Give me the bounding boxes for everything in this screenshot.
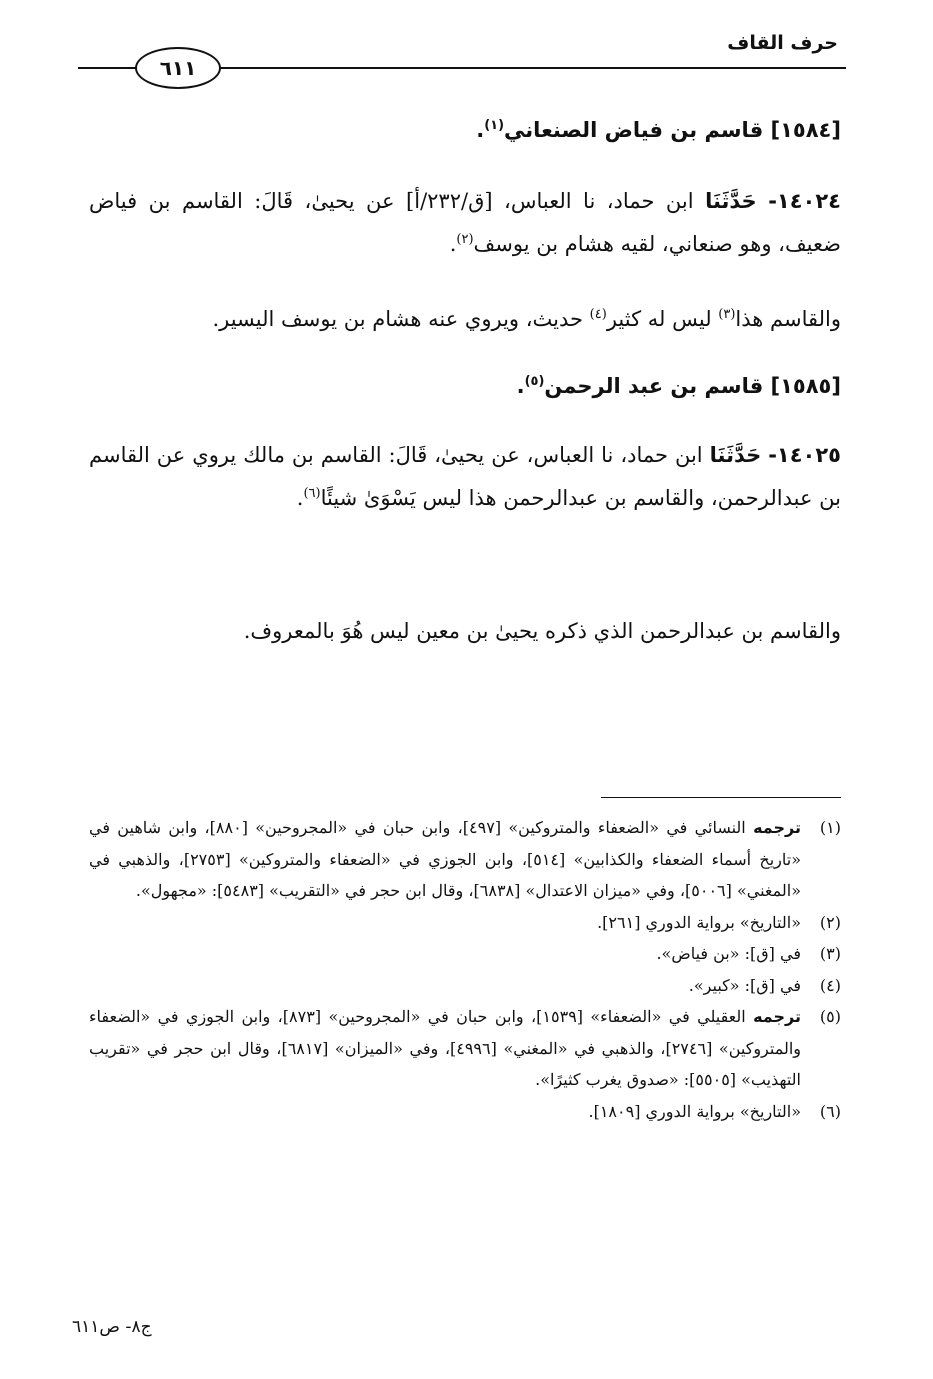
page-reference: ج٨- ص٦١١: [72, 1317, 152, 1337]
footnote: (٥) ترجمه العقيلي في «الضعفاء» [١٥٣٩]، وابن حبان في «المجروحين» [٨٧٣]، وابن الجوزي في «الضعفاء والمتروكين» [٢٧٤٦]، والذهبي في «المغني» [٤٩٩٦]، وفي «الميزان» [٦٨١٧]، وقال ابن حجر في «تقريب التهذيب» [٥٥٠٥]: «صدوق يغرب كثيرًا».: [89, 1001, 841, 1096]
footnote-number: (١): [819, 818, 841, 837]
footnote-number: (٥): [819, 1007, 841, 1026]
entry-title: [١٥٨٤] قاسم بن فياض الصنعاني$^{(١)}$.: [476, 118, 841, 142]
footnote-number: (٣): [819, 944, 841, 963]
footnote-ref[interactable]: (١): [484, 118, 505, 133]
hadith-text: ابن حماد، نا العباس، عن يحيىٰ، قَالَ: القاسم بن مالك يروي عن القاسم بن عبدالرحمن، والقاسم بن عبدالرحمن هذا ليس يَسْوَىٰ شيئًا: [89, 443, 841, 510]
footnote: (٦) «التاريخ» برواية الدوري [١٨٠٩].: [89, 1096, 841, 1128]
running-title: حرف القاف: [727, 32, 838, 54]
footnote: (٤) في [ق]: «كبير».: [89, 970, 841, 1002]
hadith-text: ابن حماد، نا العباس، [ق/٢٣٢/أ] عن يحيىٰ، قَالَ: القاسم بن فياض ضعيف، وهو صنعاني، لقيه هشام بن يوسف: [89, 189, 841, 256]
entry-title-text: [١٥٨٥] قاسم بن عبد الرحمن: [544, 374, 841, 398]
hadith-paragraph: ١٤٠٢٤- حَدَّثَنَا ابن حماد، نا العباس، [ق/٢٣٢/أ] عن يحيىٰ، قَالَ: القاسم بن فياض ضعيف، وهو صنعاني، لقيه هشام بن يوسف$^{(٢)}$.: [89, 189, 841, 256]
narration-formula: حَدَّثَنَا: [705, 189, 757, 213]
footnote-ref[interactable]: (٣): [718, 307, 736, 322]
footnote-rule: [601, 797, 841, 798]
footnote-number: (٦): [819, 1101, 841, 1121]
footnote-ref[interactable]: (٤): [589, 307, 607, 322]
hadith-number: ١٤٠٢٤-: [768, 189, 841, 213]
footnote-number: (٢): [819, 912, 841, 932]
footnotes: [89, 812, 841, 1127]
footnote-number: (٤): [819, 975, 841, 995]
commentary-paragraph: والقاسم هذا$^{(٣)}$ ليس له كثير$^{(٤)}$ حديث، ويروي عنه هشام بن يوسف اليسير.: [212, 307, 841, 331]
page-number-badge: ٦١١: [135, 47, 221, 89]
entry-title: [١٥٨٥] قاسم بن عبد الرحمن$^{(٥)}$.: [516, 374, 841, 398]
hadith-number: ١٤٠٢٥-: [768, 443, 841, 467]
footnote-ref[interactable]: (٦): [303, 486, 321, 501]
hadith-paragraph: ١٤٠٢٥- حَدَّثَنَا ابن حماد، نا العباس، عن يحيىٰ، قَالَ: القاسم بن مالك يروي عن القاسم بن عبدالرحمن، والقاسم بن عبدالرحمن هذا ليس يَسْوَىٰ شيئًا$^{(٦)}$.: [89, 443, 841, 510]
footnote-ref[interactable]: (٢): [456, 232, 474, 247]
footnote: (٣) في [ق]: «بن فياض».: [89, 938, 841, 970]
footnote: (٢) «التاريخ» برواية الدوري [٢٦١].: [89, 907, 841, 939]
footnote: (١) ترجمه النسائي في «الضعفاء والمتروكين» [٤٩٧]، وابن حبان في «المجروحين» [٨٨٠]، وابن شاهين في «تاريخ أسماء الضعفاء والكذابين» [٥١٤]، وابن الجوزي في «الضعفاء والمتروكين» [٢٧٥٣]، والذهبي في «المغني» [٥٠٠٦]، وفي «ميزان الاعتدال» [٦٨٣٨]، وقال ابن حجر في «التقريب» [٥٤٨٣]: «مجهول».: [89, 812, 841, 907]
narration-formula: حَدَّثَنَا: [709, 443, 762, 467]
entry-title-text: [١٥٨٤] قاسم بن فياض الصنعاني: [504, 118, 841, 142]
footnote-ref[interactable]: (٥): [524, 374, 545, 389]
commentary-paragraph: والقاسم بن عبدالرحمن الذي ذكره يحيىٰ بن معين ليس هُوَ بالمعروف.: [243, 619, 841, 643]
